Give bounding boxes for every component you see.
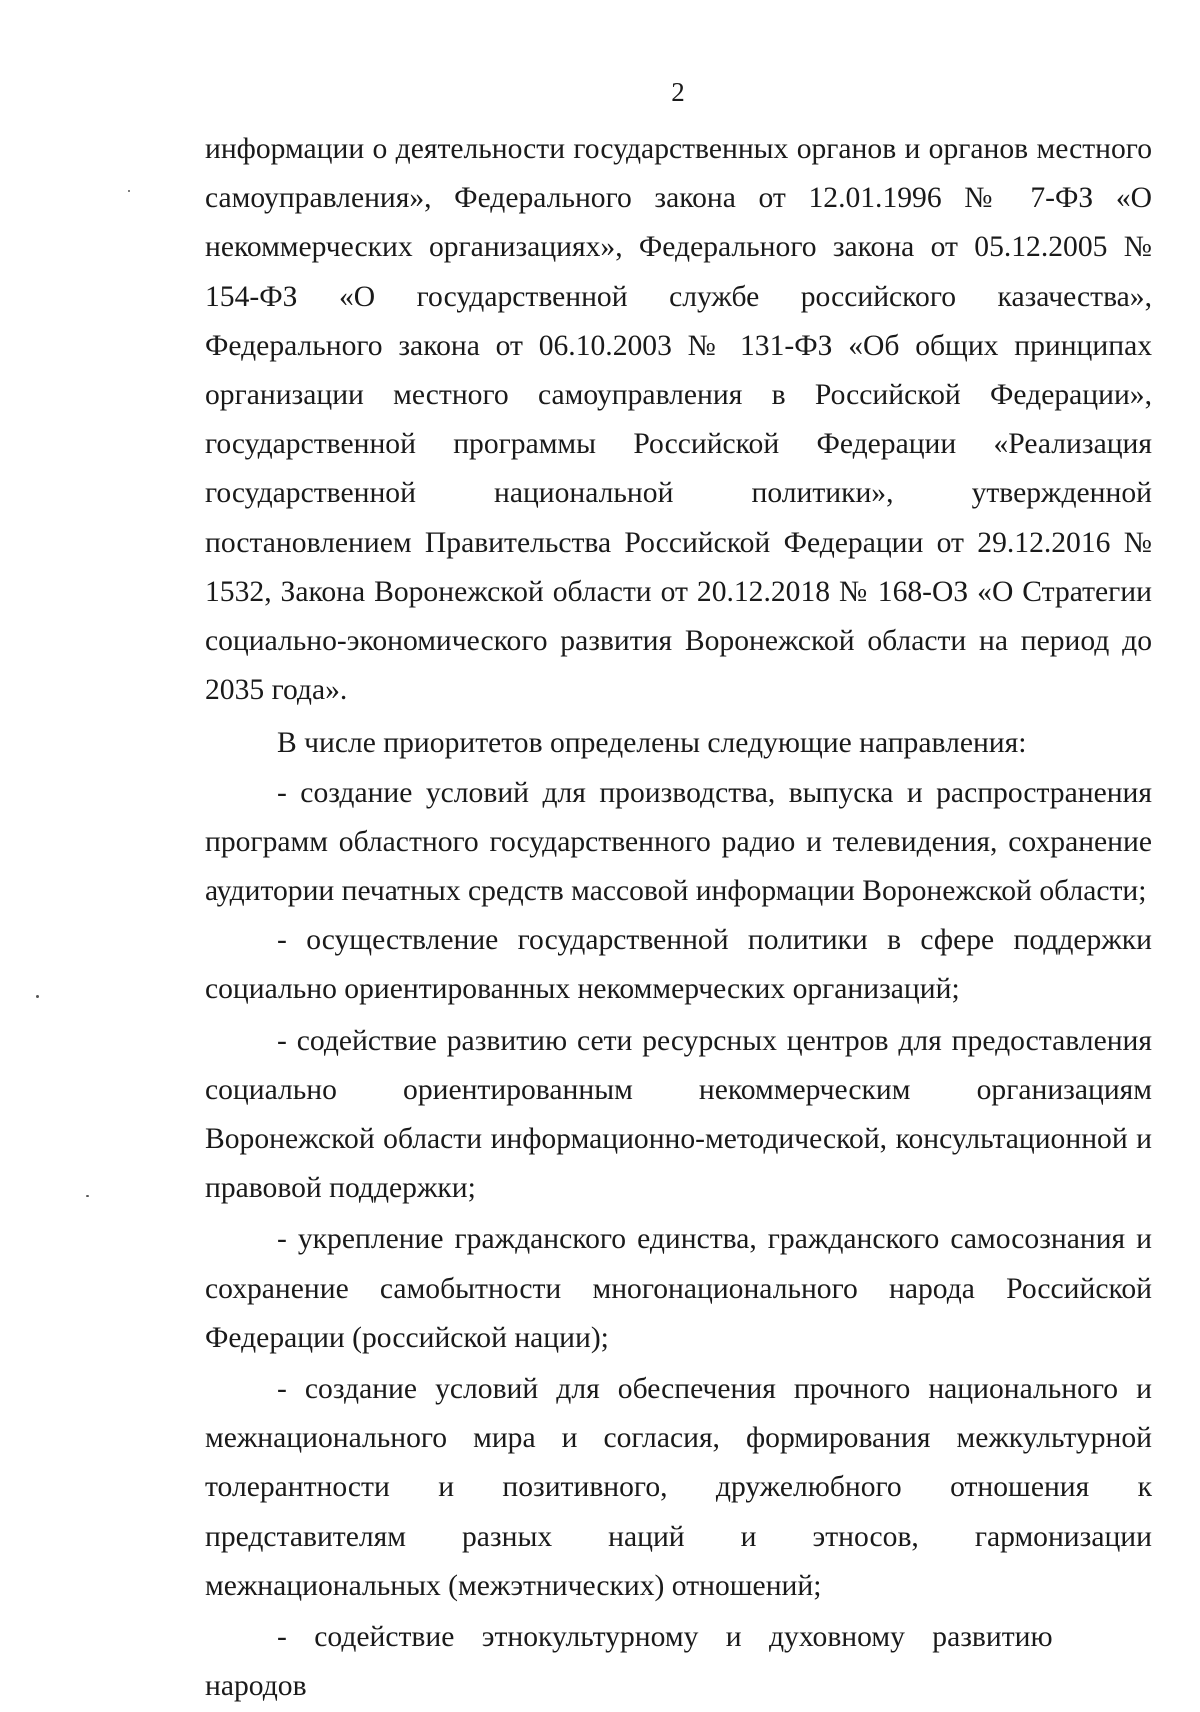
scan-speck bbox=[86, 1195, 89, 1197]
paragraph-priorities-intro: В числе приоритетов определены следующие направления: bbox=[277, 727, 1027, 760]
paragraph-continuation: информации о деятельности государственных органов и органов местного самоуправления», Федерального закона от 12.01.1996 № 7-ФЗ «О некоммерческих организациях», Федерального закона от 05.12.2005 № 154-ФЗ «О государственной службе российского казачества», Федерального закона от 06.10.2003 № 131-ФЗ «Об общих принципах организации местного самоуправления в Российской Федерации», государственной программы Российской Федерации «Реализация государственной национальной политики», утвержденной постановлением Правительства Российской Федерации от 29.12.2016 № 1532, Закона Воронежской области от 20.12.2018 № 168-ОЗ «О Стратегии социально-экономического развития Воронежской области на период до 2035 года». bbox=[205, 133, 1152, 707]
list-item: - укрепление гражданского единства, гражданского самосознания и сохранение самобытности многонационального народа Российской Федерации (российской нации); bbox=[205, 1223, 1152, 1354]
scan-speck bbox=[128, 190, 130, 192]
list-item: - содействие развитию сети ресурсных центров для предоставления социально ориентированным некоммерческим организациям Воронежской области информационно-методической, консультационной и правовой поддержки; bbox=[205, 1024, 1152, 1205]
document-body bbox=[205, 125, 1152, 1712]
list-item: - осуществление государственной политики в сфере поддержки социально ориентированных некоммерческих организаций; bbox=[205, 924, 1152, 1006]
list-item: - создание условий для производства, выпуска и распространения программ областного государственного радио и телевидения, сохранение аудитории печатных средств массовой информации Воронежской области; bbox=[205, 776, 1152, 908]
list-item: - создание условий для обеспечения прочного национального и межнационального мира и согласия, формирования межкультурной толерантности и позитивного, дружелюбного отношения к представителям разных наций и этносов, гармонизации межнациональных (межэтнических) отношений; bbox=[205, 1373, 1152, 1602]
page-number: 2 bbox=[671, 77, 685, 107]
list-item: - содействие этнокультурному и духовному развитию народов bbox=[205, 1621, 1053, 1703]
scan-speck bbox=[36, 995, 39, 998]
